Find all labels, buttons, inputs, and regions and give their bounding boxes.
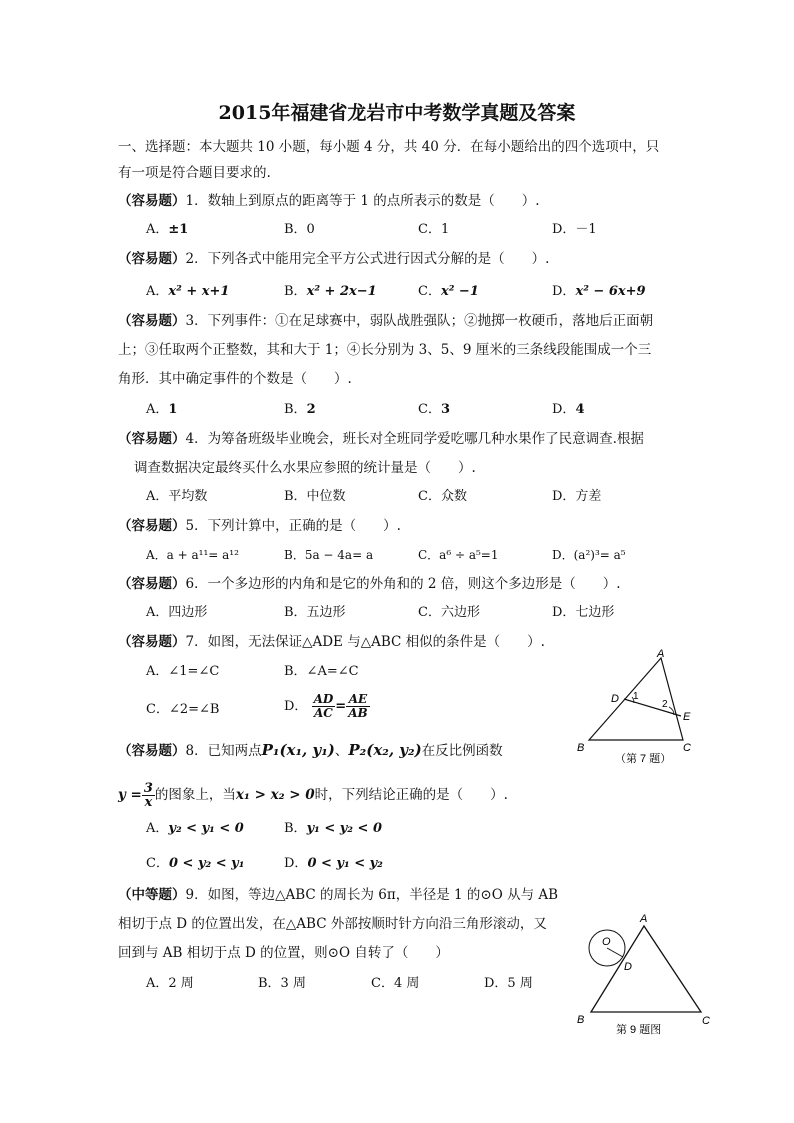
q7-fraction-right: $\frac{AE}{AB}$ xyxy=(348,692,368,720)
q9-label-b: B xyxy=(577,1014,585,1026)
q9-line-1: 9．如图，等边△ABC 的周长为 6π，半径是 1 的⊙O 从与 AB xyxy=(185,887,559,903)
q7-option-c: C．∠2=∠B xyxy=(146,702,220,717)
q6-option-d: D．七边形 xyxy=(552,605,615,620)
section-line-2: 有一项是符合题目要求的. xyxy=(118,165,271,181)
q5-option-c: C．a⁶ ÷ a⁵=1 xyxy=(418,548,499,562)
q6-difficulty: （容易题） xyxy=(118,576,186,592)
q2-option-d: D．x² − 6x+9 xyxy=(552,284,646,299)
q5-stem-row xyxy=(118,517,401,535)
q3-option-a: A．1 xyxy=(146,402,178,417)
q7-option-d: D． $\frac{AD}{AC}$ = $\frac{AE}{AB}$ xyxy=(284,692,368,720)
q8-option-a: A．y₂ < y₁ < 0 xyxy=(146,821,244,836)
q2-option-b: B．x² + 2x−1 xyxy=(284,284,377,299)
q6-option-b: B．五边形 xyxy=(284,605,346,620)
q9-option-d: D．5 周 xyxy=(484,976,533,991)
q5-difficulty: （容易题） xyxy=(118,518,186,534)
q5-option-b: B．5a − 4a= a xyxy=(284,548,374,562)
q3-option-b: B．2 xyxy=(284,402,316,417)
q8-option-c: C．0 < y₂ < y₁ xyxy=(146,856,245,871)
q9-line-3: 回到与 AB 相切于点 D 的位置，则⊙O 自转了（ ） xyxy=(118,945,449,961)
q9-line-2: 相切于点 D 的位置出发，在△ABC 外部按顺时针方向沿三角形滚动，又 xyxy=(118,916,547,932)
q9-difficulty: （中等题） xyxy=(118,887,186,903)
q9-caption: 第 9 题图 xyxy=(616,1024,662,1036)
q7-label-d: D xyxy=(611,693,619,705)
q1-option-d: D．－1 xyxy=(552,222,597,237)
q2-stem: 2．下列各式中能用完全平方公式进行因式分解的是（ ）. xyxy=(185,251,550,267)
q1-option-a: A．±1 xyxy=(146,222,189,237)
q9-option-c: C．4 周 xyxy=(371,976,420,991)
q4-option-a: A．平均数 xyxy=(146,489,208,504)
q9-label-o: O xyxy=(602,936,611,948)
q7-label-2: 2 xyxy=(662,699,668,710)
q2-stem-row xyxy=(118,250,549,268)
q3-line-1: 3．下列事件：①在足球赛中，弱队战胜强队；②抛掷一枚硬币，落地后正面朝 xyxy=(185,313,654,329)
q7-label-e: E xyxy=(683,711,691,723)
q8-point-p1: P₁(x₁, y₁) xyxy=(261,741,335,759)
q3-line-1-row xyxy=(118,312,653,330)
q8-option-d: D．0 < y₁ < y₂ xyxy=(284,856,383,871)
q7-option-b: B．∠A=∠C xyxy=(284,664,359,679)
q4-line-1-row xyxy=(118,430,644,448)
q9-line-1-row xyxy=(118,886,558,904)
q8-line-2: y = $\frac{3}{x}$ 的图象上，当x₁ > x₂ > 0时，下列结论正确的是（ ）. xyxy=(118,781,508,810)
q1-stem: 1．数轴上到原点的距离等于 1 的点所表示的数是（ ）. xyxy=(185,193,540,209)
q8-point-p2: P₂(x₂, y₂) xyxy=(348,741,422,759)
q7-label-1: 1 xyxy=(633,691,639,702)
q8-fraction: $\frac{3}{x}$ xyxy=(143,781,153,810)
q9-radius-od xyxy=(607,948,623,957)
q7-option-a: A．∠1=∠C xyxy=(146,664,220,679)
q8-line-1: （容易题）8．已知两点P₁(x₁, y₁)、P₂(x₂, y₂)在反比例函数 xyxy=(118,741,503,759)
q8-difficulty: （容易题） xyxy=(118,743,186,759)
q7-stem: 7．如图，无法保证△ADE 与△ABC 相似的条件是（ ）. xyxy=(185,634,545,650)
q9-label-c: C xyxy=(702,1015,710,1027)
q9-figure xyxy=(570,905,715,1040)
q9-option-a: A．2 周 xyxy=(146,976,194,991)
q9-label-a: A xyxy=(640,913,648,925)
q3-option-c: C．3 xyxy=(418,402,450,417)
q3-option-d: D．4 xyxy=(552,402,585,417)
q9-label-d: D xyxy=(624,961,632,973)
q3-difficulty: （容易题） xyxy=(118,313,186,329)
q3-line-2: 上；③任取两个正整数，其和大于 1；④长分别为 3、5、9 厘米的三条线段能围成一个三 xyxy=(118,342,652,358)
q5-option-a: A．a + a¹¹= a¹² xyxy=(146,548,239,562)
q7-caption: （第 7 题） xyxy=(615,753,672,765)
q6-stem: 6．一个多边形的内角和是它的外角和的 2 倍，则这个多边形是（ ）. xyxy=(185,576,621,592)
q4-line-1: 4．为筹备班级毕业晚会，班长对全班同学爱吃哪几种水果作了民意调查.根据 xyxy=(185,431,644,447)
q2-option-a: A．x² + x+1 xyxy=(146,284,230,299)
q7-label-b: B xyxy=(577,742,585,754)
q8-option-b: B．y₁ < y₂ < 0 xyxy=(284,821,382,836)
q7-difficulty: （容易题） xyxy=(118,634,186,650)
q2-difficulty: （容易题） xyxy=(118,251,186,267)
q2-option-c: C．x² −1 xyxy=(418,284,479,299)
q1-option-b: B．0 xyxy=(284,222,315,237)
q7-fraction-left: $\frac{AD}{AC}$ xyxy=(313,692,334,720)
q3-line-3: 角形．其中确定事件的个数是（ ）. xyxy=(118,371,352,387)
q5-option-d: D．(a²)³= a⁵ xyxy=(552,548,626,562)
q1-option-c: C．1 xyxy=(418,222,450,237)
section-line-1: 一、选择题：本大题共 10 小题，每小题 4 分，共 40 分．在每小题给出的四个选项中，只 xyxy=(118,139,660,155)
q6-stem-row xyxy=(118,575,621,593)
q4-difficulty: （容易题） xyxy=(118,431,186,447)
q9-option-b: B．3 周 xyxy=(258,976,306,991)
q1-stem-row xyxy=(118,192,540,210)
q4-option-c: C．众数 xyxy=(418,489,467,504)
q8-condition: x₁ > x₂ > 0 xyxy=(235,787,315,803)
q7-label-a: A xyxy=(657,648,665,660)
q7-label-c: C xyxy=(683,742,691,754)
q4-line-2: 调查数据决定最终买什么水果应参照的统计量是（ ）. xyxy=(134,460,476,476)
q5-stem: 5．下列计算中，正确的是（ ）. xyxy=(185,518,401,534)
q4-option-d: D．方差 xyxy=(552,489,602,504)
q4-option-b: B．中位数 xyxy=(284,489,346,504)
q6-option-c: C．六边形 xyxy=(418,605,480,620)
q6-option-a: A．四边形 xyxy=(146,605,208,620)
q7-stem-row xyxy=(118,633,545,651)
q7-figure xyxy=(575,645,700,767)
page-title: 2015年福建省龙岩市中考数学真题及答案 xyxy=(218,102,576,124)
q1-difficulty: （容易题） xyxy=(118,193,186,209)
